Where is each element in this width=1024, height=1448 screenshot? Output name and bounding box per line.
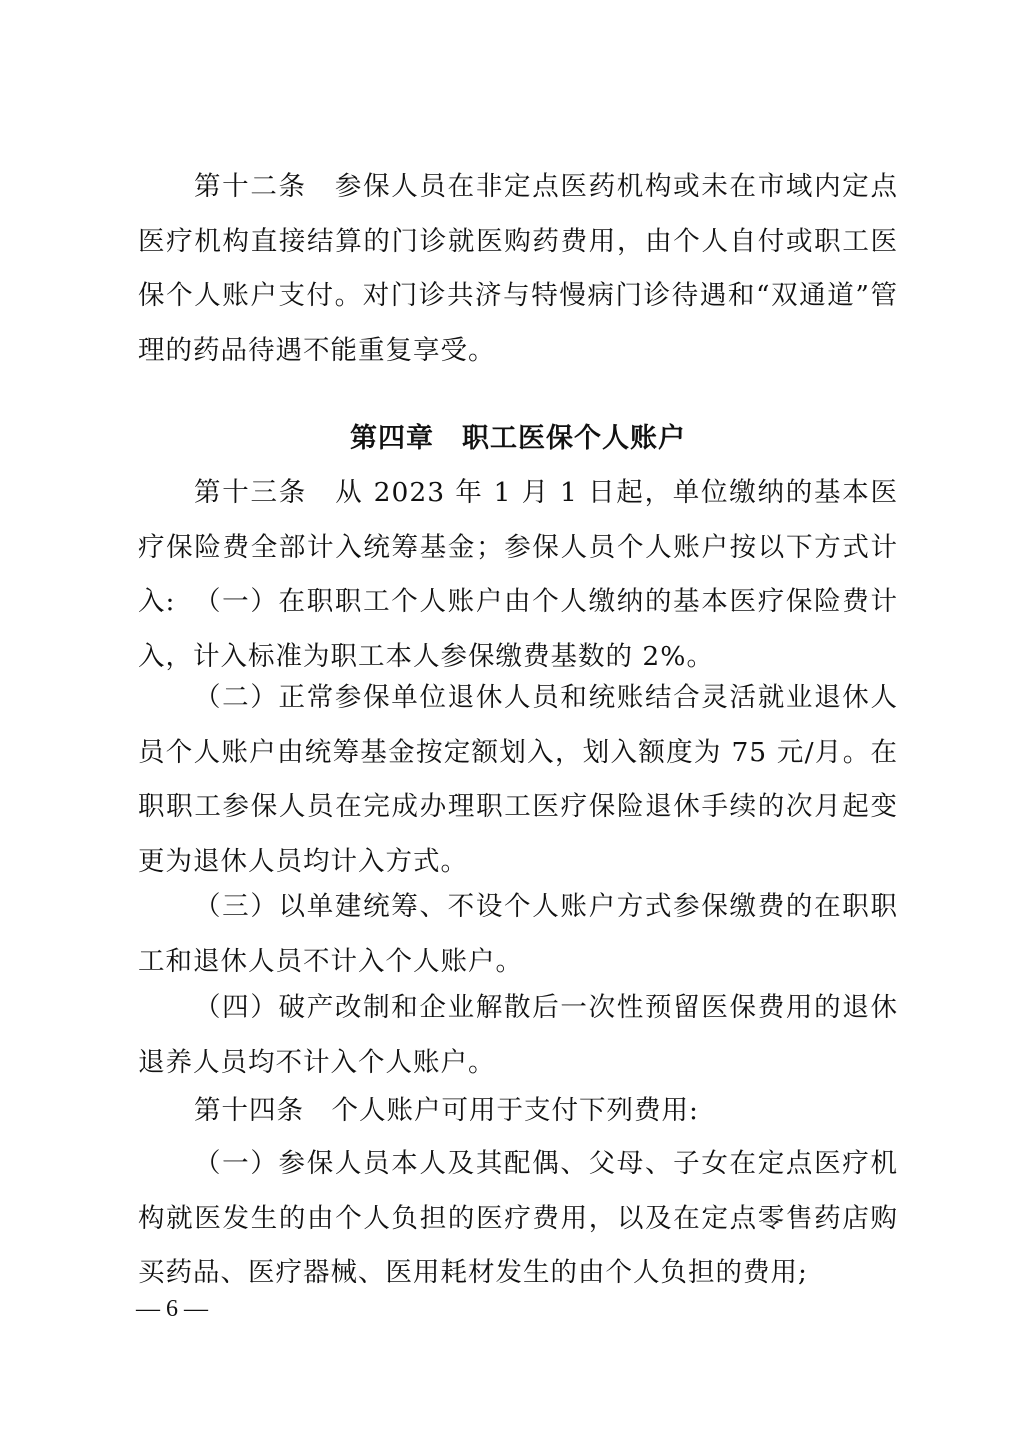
article-13-item-1: （一）在职职工个人账户由个人缴纳的基本医疗保险费计入，计入标准为职工本人参保缴费基数的 2%。 <box>138 586 898 672</box>
article-13-item-3: （三）以单建统筹、不设个人账户方式参保缴费的在职职工和退休人员不计入个人账户。 <box>138 891 898 977</box>
article-14-item-1: （一）参保人员本人及其配偶、父母、子女在定点医疗机构就医发生的由个人负担的医疗费用，以及在定点零售药店购买药品、医疗器械、医用耗材发生的由个人负担的费用; <box>138 1148 898 1288</box>
article-14-paragraph: 第十四条 个人账户可用于支付下列费用: <box>194 1095 699 1126</box>
article-13-item-2: （二）正常参保单位退休人员和统账结合灵活就业退休人员个人账户由统筹基金按定额划入，划入额度为 75 元/月。在职职工参保人员在完成办理职工医疗保险退休手续的次月起变更为退休人员均计入方式。 <box>138 682 898 877</box>
article-13-paragraph: 第十三条 从 2023 年 1 月 1 日起，单位缴纳的基本医疗保险费全部计入统筹基金；参保人员个人账户按以下方式计入: <box>138 477 898 617</box>
chapter-4-heading: 第四章 职工医保个人账户 <box>350 423 686 454</box>
article-12-paragraph: 第十二条 参保人员在非定点医药机构或未在市域内定点医疗机构直接结算的门诊就医购药费用，由个人自付或职工医保个人账户支付。对门诊共济与特慢病门诊待遇和“双通道”管理的药品待遇不能重复享受。 <box>138 171 898 366</box>
page-number: — 6 — <box>136 1296 208 1322</box>
article-13-item-4: （四）破产改制和企业解散后一次性预留医保费用的退休退养人员均不计入个人账户。 <box>138 992 898 1078</box>
